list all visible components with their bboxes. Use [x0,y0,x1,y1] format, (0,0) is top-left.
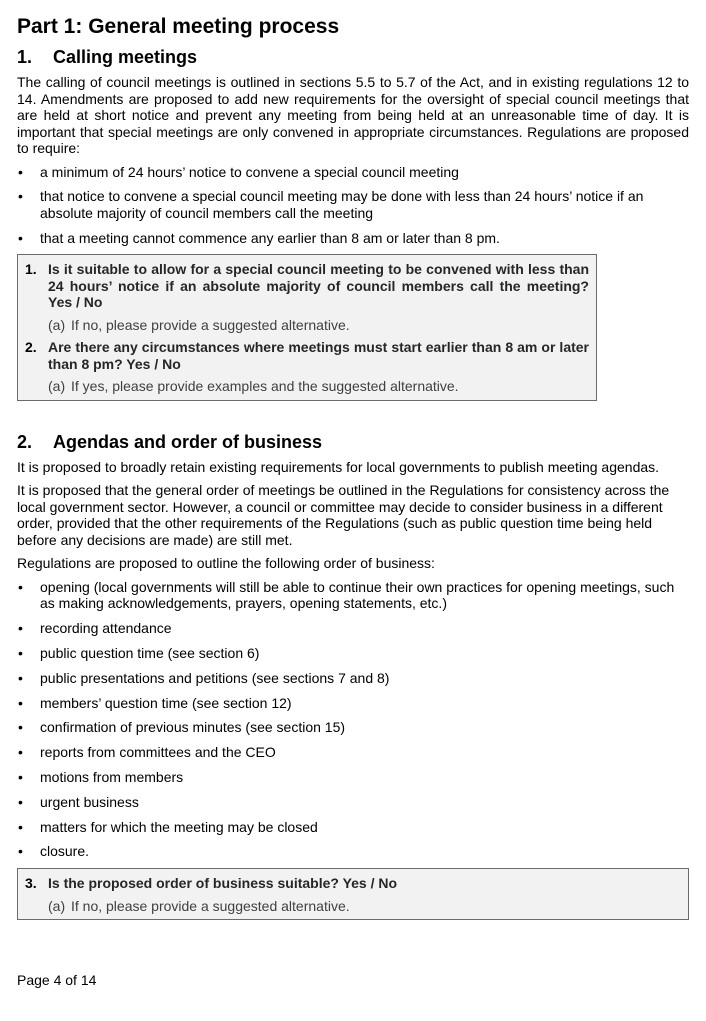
list-item: • reports from committees and the CEO [17,744,689,761]
part-title: Part 1: General meeting process [17,15,340,38]
section-2-heading [17,431,689,453]
list-item: • that a meeting cannot commence any earlier than 8 am or later than 8 pm. [17,230,689,247]
list-item: • urgent business [17,794,689,811]
question-item [25,875,681,914]
list-item: • members’ question time (see section 12) [17,695,689,712]
question-text: Is it suitable to allow for a special council meeting to be convened with less than 24 hours’ notice if an absolute majority of council members call the meeting? Yes / No [48,261,589,311]
section-1-number: 1. [17,47,33,67]
sub-question-label: (a) [48,378,66,395]
section-2-number: 2. [17,431,33,452]
section-2-bullet-list [17,579,689,860]
question-number: 1. [25,261,37,278]
section-1-intro: The calling of council meetings is outlined in sections 5.5 to 5.7 of the Act, and in existing regulations 12 to 14. Amendments are proposed to add new requirements for the oversight of special council meetings that are held at short notice and prevent any meeting from being held at an unreasonable time of day. It is important that special meetings are only convened in appropriate circumstances. Regulations are proposed to require: [17,74,689,156]
section-1-heading [17,46,689,68]
sub-question-text: If no, please provide a suggested alternative. [71,897,350,914]
question-box-2 [17,868,689,920]
question-number: 2. [25,339,37,356]
list-item: • matters for which the meeting may be closed [17,819,689,836]
list-item: • a minimum of 24 hours’ notice to convene a special council meeting [17,164,689,181]
sub-question [48,378,589,395]
sub-question-text: If no, please provide a suggested alternative. [71,316,350,333]
question-text: Is the proposed order of business suitable? Yes / No [48,875,398,892]
question-text: Are there any circumstances where meetings must start earlier than 8 am or later than 8 pm? Yes / No [48,339,589,372]
list-item: • motions from members [17,769,689,786]
section-2-title: Agendas and order of business [53,431,323,452]
sub-question-label: (a) [48,316,66,333]
sub-question-text: If yes, please provide examples and the suggested alternative. [71,378,459,395]
list-item: • public presentations and petitions (see sections 7 and 8) [17,670,689,687]
question-number: 3. [25,875,37,892]
list-item: • closure. [17,843,689,860]
section-2-para-2: It is proposed that the general order of meetings be outlined in the Regulations for consistency across the local government sector. However, a council or committee may decide to consider business in a different order, provided that the other requirements of the Regulations (such as public question time being held before any decisions are made) are still met. [17,482,670,548]
section-1-bullet-list [17,164,689,247]
sub-question [48,317,589,334]
list-item: • public question time (see section 6) [17,645,689,662]
list-item: • recording attendance [17,620,689,637]
question-item [25,261,589,333]
sub-question [48,898,681,915]
list-item: • confirmation of previous minutes (see section 15) [17,719,689,736]
document-page [17,14,689,920]
section-2-para-1: It is proposed to broadly retain existing requirements for local governments to publish meeting agendas. [17,458,660,475]
question-box-1 [17,254,597,401]
list-item: • opening (local governments will still be able to continue their own practices for opening meetings, such as making acknowledgements, prayers, opening statements, etc.) [17,579,689,612]
page-number: Page 4 of 14 [17,972,97,988]
sub-question-label: (a) [48,897,66,914]
section-1-title: Calling meetings [53,47,198,67]
section-2-para-3: Regulations are proposed to outline the following order of business: [17,555,435,572]
question-item [25,339,589,395]
list-item: • that notice to convene a special council meeting may be done with less than 24 hours’ notice if an absolute majority of council members call the meeting [17,188,689,221]
